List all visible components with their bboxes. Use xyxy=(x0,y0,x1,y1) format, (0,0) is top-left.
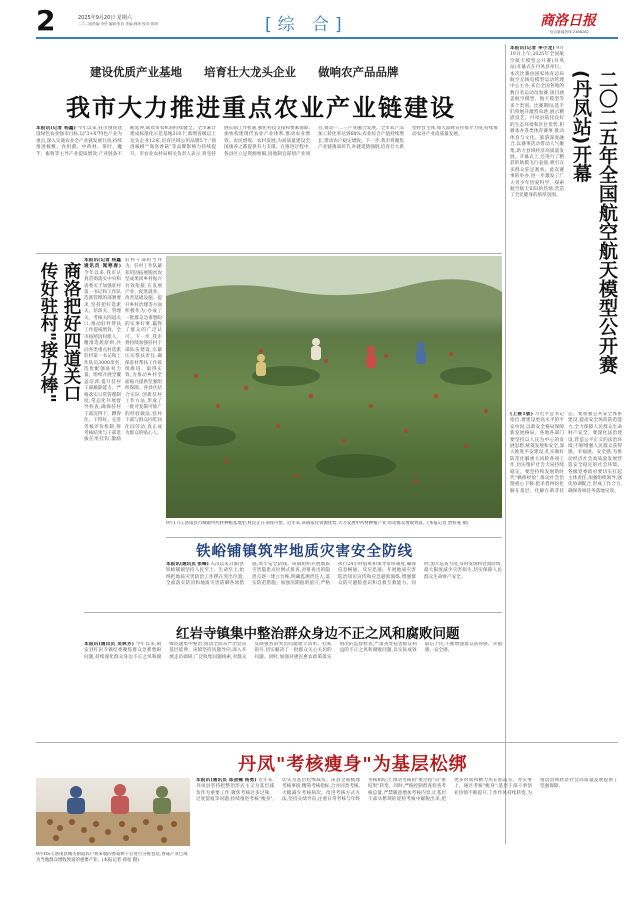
story3-byline: 本报讯(通讯员 吴林芳) xyxy=(84,642,134,647)
mushroom-photo-caption: 9月16日,洛南县城关街道农户将采收的香菇烘干后进行分拣包装,香菇产业已成为当地群众增收致富的重要产业。(本报记者 孙星 摄) xyxy=(36,852,188,863)
lead-body xyxy=(36,126,498,250)
story2-text: 入汛以来,山阳县铁峪铺镇坚持人民至上、生命至上,始终把地质灾害防治工作摆在突出位置,全面落实防汛和地质灾害防御各项措施,筑牢安全防线。该镇组织开展地质灾害隐患点拉网式排查,对排查出的隐患点逐一建立台账,明确监测责任人,落实防范措施。加强汛期值班值守,严格执行24小时值班和领导带班制度,确保信息畅通、反应迅速。开展地质灾害防治知识宣传和应急避险演练,增强群众防灾避险意识和自救互救能力。同时,加大巡查力度,及时发现和处置险情,最大限度减少灾害损失,切实保障人民群众生命财产安全。 xyxy=(166,562,502,587)
mushroom-sorting-photo xyxy=(36,778,190,846)
left-text: 今年以来,我市认真贯彻落实中央和省委关于加强驻村第一书记和工作队选派管理的部署要求,坚持把好选派关、培训关、管理关、考核关四道关口,推动驻村帮扶工作提质增效。全市按照因村派人、精准选派原则,共向各类重点村选派驻村第一书记和工作队员3000余名,选优配强驻村力量。组织开展全覆盖培训,提升驻村干部履职能力。严格落实日常管理制度,常态化开展督导检查,确保驻村干部沉得下、蹲得住、干得好。完善考核评价机制,将考核结果与干部选拔任用挂钩,激励驻村干部担当作为。驻村工作队紧扣巩固拓展脱贫攻坚成果同乡村振兴有效衔接,在发展产业、促进就业、改善基础设施、提升乡村治理等方面积极作为,办成了一批群众急难愁盼的实事好事,赢得了群众的广泛认可。下一步,我市将持续加强驻村干部队伍建设,压紧压实帮扶责任,确保驻村帮扶工作接续推进、取得实效,为推动乡村全面振兴提供坚强组织保障。各县区结合实际,创新驻村工作方法,形成了一批可复制可推广的经验做法,驻村干部与群众同吃同住同劳动,真正成为群众的贴心人。 xyxy=(84,258,162,443)
right-text: 9月19日上午,2025年全国航空航天模型公开赛(丹凤站)开幕式在丹凤县举行。本次比赛由国家体育总局航空无线电模型运动管理中心主办,来自全国各地的数百名运动员参赛,项目涵盖航空模型、航天模型等多个类别。比赛期间,选手们将展开激烈角逐,展示精湛技艺。丹凤县依托良好的生态环境和区位优势,积极承办各类体育赛事,推动体育与文化、旅游深度融合,以赛事活动带动人气聚集,助力县域经济高质量发展。开幕式上,还进行了精彩的航模飞行表演,吸引众多群众驻足观看。此次赛事的举办,进一步激发了广大青少年热爱科学、探索航空航天知识的热情,营造了全民健身的浓厚氛围。 xyxy=(510,46,564,199)
left-feature-title xyxy=(36,262,82,562)
story4-headline: 丹凤"考核瘦身"为基层松绑 xyxy=(238,754,468,775)
section-divider xyxy=(166,537,502,538)
left-byline: 本报讯(记者 杨鑫 通讯员 闻寒春) xyxy=(84,258,121,270)
lead-kicker xyxy=(90,64,450,80)
masthead-rule xyxy=(36,37,618,39)
right-feature-body xyxy=(510,46,564,400)
right-continued-body xyxy=(510,412,622,758)
story3-text: 今年以来,镇安县红岩寺镇纪委聚焦群众急难愁盼问题,持续深化群众身边不正之风和腐败问题集中整治,推动全面从严治党向基层延伸。该镇坚持问题导向,深入开展走访调研,广泛收集问题线索,对群众反映强烈的突出问题建立清单、挂账销号,切实解决了一批群众关心关切的问题。同时,加强对惠民惠农政策落实情况的监督检查,严肃查处侵害群众利益的不正之风和腐败问题,以实际成效取信于民,不断增强群众获得感、幸福感、安全感。 xyxy=(84,642,502,660)
section-divider xyxy=(84,612,502,613)
left-feature-body xyxy=(84,258,162,608)
story2-body xyxy=(166,562,502,606)
story2-byline: 本报讯(通讯员 张峰) xyxy=(166,562,209,567)
right-feature-title xyxy=(568,70,620,400)
left-title-line: 商洛把好四道关口 xyxy=(61,262,81,402)
section-divider xyxy=(36,742,618,743)
section-name: [综 合] xyxy=(265,15,348,35)
field-harvest-photo xyxy=(166,256,502,518)
story3-headline: 红岩寺镇集中整治群众身边不正之风和腐败问题 xyxy=(176,626,460,642)
editor-line: 二○二版责编:李丹 编辑:张若 美编:韩涛 校对:郭明 xyxy=(78,22,158,26)
field-photo-caption: 9月17日,洛南县古城镇中药材种植基地里,村民正在采收丹参。近年来,该镇依托资源优势,大力发展中药材种植产业,带动群众增收致富。(本报记者 贾梓豪 摄) xyxy=(166,521,469,526)
right-title-line: 二〇二五年全国航空航天模型公开赛 xyxy=(596,70,618,374)
kicker-item: 培育壮大龙头企业 xyxy=(204,65,297,79)
page-number: 2 xyxy=(36,4,56,37)
field-scene xyxy=(166,256,502,518)
lead-byline: 本报讯(记者 杨鑫) xyxy=(36,126,76,131)
continued-marker: (上接1版) xyxy=(510,412,533,417)
date-line: 2025年9月20日 星期六 xyxy=(78,15,132,21)
left-title-line: 传好驻村"接力棒" xyxy=(38,262,58,403)
story3-body xyxy=(84,642,502,726)
continued-text: 习近平总书记指出,要建设更高水平的平安中国,以新安全格局保障新发展格局。各地各部门要坚持以人民为中心的发展思想,统筹发展和安全,深入推进平安建设,扎实做好防范化解重大风险各项工作,切实维护社会大局持续稳定。要坚持和发展新时代"枫桥经验",推动社会治理重心下移,把矛盾纠纷化解在基层、化解在萌芽状态。要加强公共安全体系建设,提高安全风险防范能力,全力保障人民群众生命财产安全。要深化法治建设,营造公平正义的法治环境,不断增强人民群众获得感、幸福感、安全感,为推动经济社会高质量发展营造安全稳定的社会环境。各级党委政府要切实扛起主体责任,加强组织领导,强化协调配合,形成工作合力,确保各项任务落地见效。 xyxy=(510,412,622,494)
newspaper-logo: 商洛日报 xyxy=(540,13,596,29)
section-divider xyxy=(36,253,502,254)
right-byline: 本报讯(记者 李小龙) xyxy=(510,46,555,51)
workers-sorting xyxy=(67,784,171,814)
kicker-item: 做响农产品品牌 xyxy=(318,65,399,79)
lead-headline: 我市大力推进重点农业产业链建设 xyxy=(66,94,456,122)
story4-text: 近年来,丹凤县坚持把整治形式主义为基层减负作为重要工作,聚焦考核过多过频、过度留痕等问题,持续推进考核"瘦身",切实为基层松绑减负。该县全面梳理考核事项,精简考核指标,合并同类考核,大幅减少考核频次。改进考核方式方法,坚持实绩导向,注重日常考核与年终考核相结合,推动考核由"重过程"向"重结果"转变。同时,严格控制督查检查考核总量,严禁随意增加考核内容,让基层干部从繁琐的迎检考核中解脱出来,把更多时间和精力用在抓落实、办实事上。通过考核"瘦身",基层干部干事创业热情不断提升,工作作风持续转变,为推动县域经济社会高质量发展提供了坚强保障。 xyxy=(196,778,618,803)
kicker-item: 建设优质产业基地 xyxy=(90,65,182,79)
story4-body xyxy=(196,778,618,888)
sorting-scene xyxy=(36,778,190,846)
story4-byline: 本报讯(通讯员 郑劲楠 杨勇) xyxy=(196,778,257,783)
lead-text: 今年以来,我市围绕建设绿色农业强市目标,以"3+X"特色产业为重点,深入实施农业全产业链发展行动,持续推进核桃、食用菌、中药材、茶叶、魔芋、畜牧等主导产业提质增效,产业链条不断延伸,联农带农机制持续健全。全市累计建成标准化示范基地310个,新增省级以上龙头企业12家,培育区域公用品牌5个,"商洛核桃""商洛香菇"等品牌影响力持续提升。市农业农村局相关负责人表示,将坚持链长制工作机制,强化科技支撑和要素保障,加快构建现代农业产业体系,推动农业增效、农民增收、农村发展,为高质量建设全国康养之都提供有力支撑。在推进过程中,各县区立足资源禀赋,因地制宜谋划产业项目,推动一二三产业融合发展。全市农产品加工转化率达到68%,农业综合产值持续增长,带动农户稳定增收。下一步,我市将聚焦产业链薄弱环节,补链延链强链,培育壮大新型经营主体,加大品牌宣传推介力度,持续推动农业产业高质量发展。 xyxy=(36,126,498,157)
story2-headline: 铁峪铺镇筑牢地质灾害安全防线 xyxy=(196,544,413,560)
column-divider xyxy=(505,44,506,844)
masthead xyxy=(0,0,638,40)
right-title-line: (丹凤站)开幕 xyxy=(570,70,592,183)
hotline: 综合新闻热线:2386282 xyxy=(550,30,589,34)
